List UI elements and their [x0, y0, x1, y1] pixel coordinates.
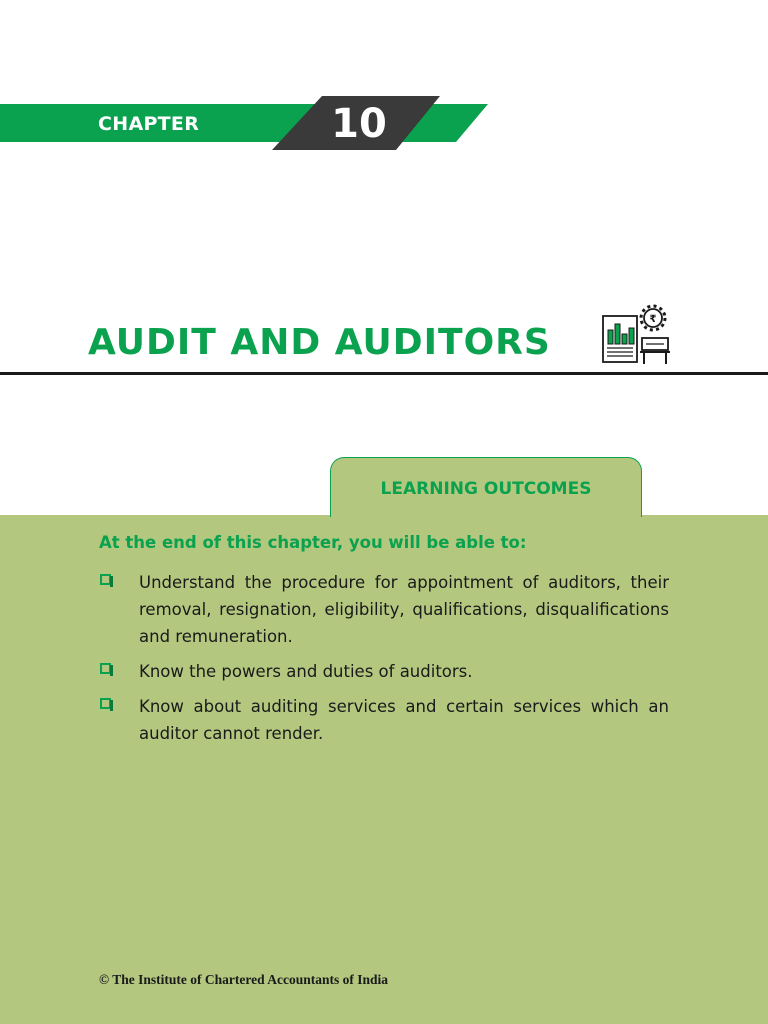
list-item-text: Know the powers and duties of auditors.	[139, 662, 473, 681]
square-bullet-icon	[100, 698, 111, 709]
list-item	[99, 693, 669, 747]
square-bullet-icon	[100, 574, 111, 585]
list-item	[99, 658, 669, 685]
list-item-text: Understand the procedure for appointment of auditors, their removal, resignation, eligibility, qualifications, disqualifications and remuneration.	[139, 573, 669, 646]
square-bullet-icon	[100, 663, 111, 674]
page-title: AUDIT AND AUDITORS	[88, 322, 551, 363]
learning-outcomes-heading: LEARNING OUTCOMES	[380, 479, 592, 499]
learning-outcomes-intro: At the end of this chapter, you will be able to:	[99, 533, 527, 552]
learning-outcomes-list	[99, 569, 669, 755]
list-item	[99, 569, 669, 650]
title-divider	[0, 372, 768, 375]
chapter-number: 10	[331, 101, 387, 147]
report-chart-gear-icon	[600, 304, 672, 368]
list-item-text: Know about auditing services and certain services which an auditor cannot render.	[139, 697, 669, 743]
chapter-label: CHAPTER	[98, 113, 200, 135]
svg-text:₹: ₹	[649, 314, 657, 325]
copyright-footer: © The Institute of Chartered Accountants of India	[99, 972, 388, 987]
